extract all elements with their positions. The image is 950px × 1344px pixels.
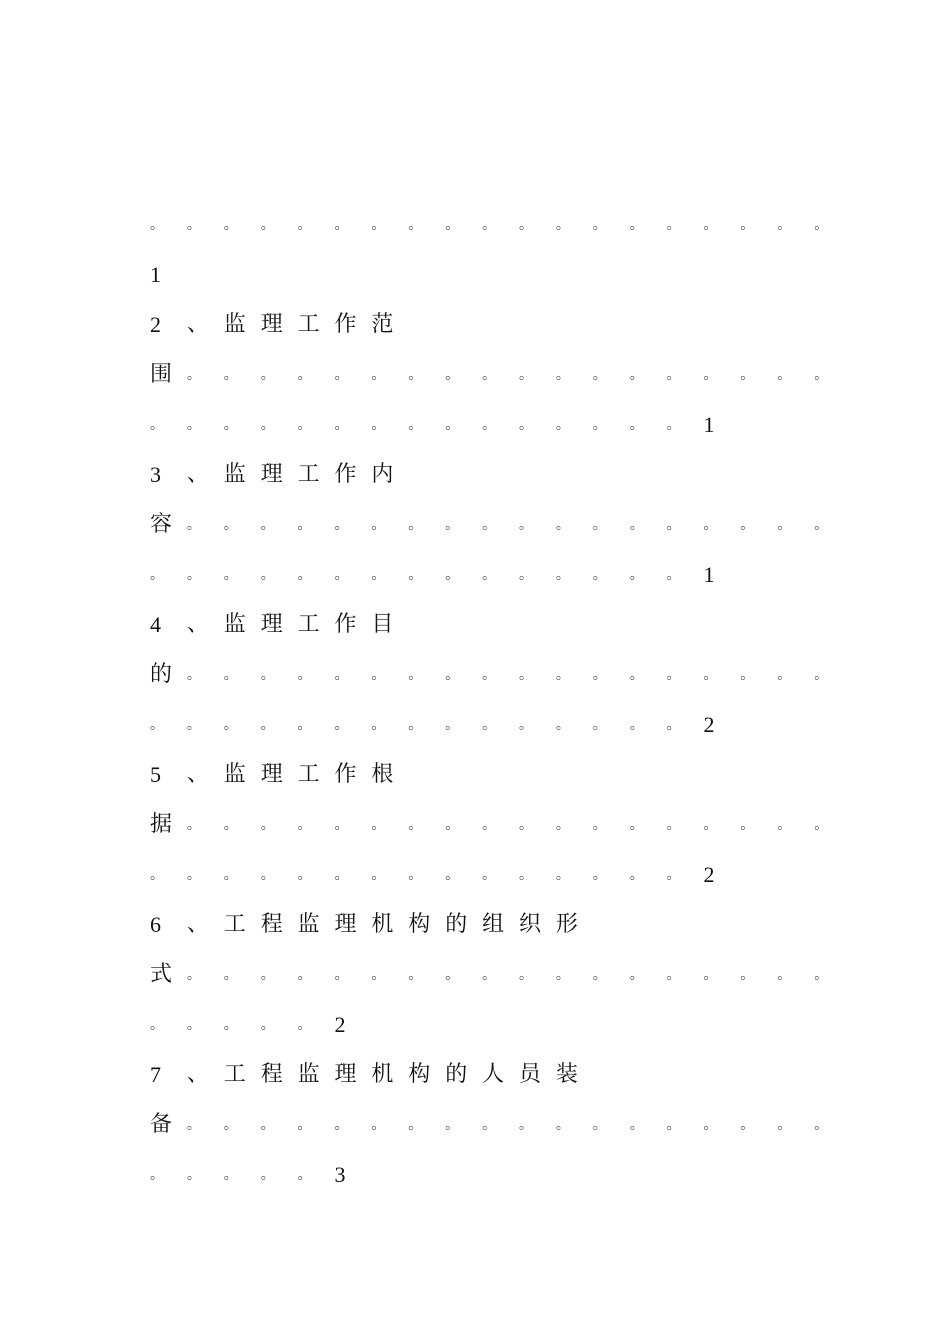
leader-dot: 。	[297, 1167, 312, 1183]
leader-dot: 。	[592, 717, 607, 733]
toc-char: 、	[186, 612, 209, 637]
leader-dot: 。	[223, 367, 238, 383]
toc-char: 监	[297, 912, 320, 937]
leader-dot: 。	[186, 867, 201, 883]
toc-char: 、	[186, 762, 209, 787]
leader-dot: 。	[777, 967, 792, 983]
leader-dot: 。	[150, 717, 164, 733]
leader-dot: 。	[150, 1167, 164, 1183]
leader-dot: 。	[260, 667, 275, 683]
leader-dot: 。	[445, 367, 460, 383]
leader-dot: 。	[814, 217, 829, 233]
leader-dot: 。	[297, 717, 312, 733]
toc-line	[150, 350, 840, 400]
leader-dot: 。	[629, 967, 644, 983]
leader-dot: 。	[150, 217, 164, 233]
toc-line	[150, 500, 840, 550]
leader-dot: 。	[482, 967, 497, 983]
leader-dot: 。	[740, 367, 755, 383]
leader-dot: 。	[186, 667, 201, 683]
toc-char: 、	[186, 462, 209, 487]
leader-dot: 。	[297, 517, 312, 533]
leader-dot: 。	[629, 417, 644, 433]
leader-dot: 。	[260, 1117, 275, 1133]
leader-dot: 。	[260, 1167, 275, 1183]
toc-char: 监	[223, 612, 246, 637]
leader-dot: 。	[814, 1117, 829, 1133]
leader-dot: 。	[371, 867, 386, 883]
leader-dot: 。	[482, 517, 497, 533]
leader-dot: 。	[445, 817, 460, 833]
leader-dot: 。	[223, 517, 238, 533]
toc-line	[150, 450, 840, 500]
leader-dot: 。	[519, 567, 533, 583]
leader-dot: 。	[371, 967, 386, 983]
toc-line	[150, 550, 840, 600]
leader-dot: 。	[740, 967, 755, 983]
leader-dot: 。	[703, 1117, 718, 1133]
leader-dot: 。	[260, 967, 275, 983]
leader-dot: 。	[260, 217, 275, 233]
leader-dot: 。	[445, 867, 460, 883]
leader-dot: 。	[814, 667, 829, 683]
toc-number: 2	[703, 712, 715, 737]
leader-dot: 。	[629, 817, 644, 833]
leader-dot: 。	[482, 417, 497, 433]
leader-dot: 。	[482, 1117, 497, 1133]
leader-dot: 。	[555, 367, 570, 383]
leader-dot: 。	[703, 517, 718, 533]
leader-dot: 。	[334, 717, 349, 733]
leader-dot: 。	[555, 517, 570, 533]
toc-char: 工	[297, 762, 320, 787]
leader-dot: 。	[666, 567, 681, 583]
leader-dot: 。	[629, 867, 644, 883]
leader-dot: 。	[445, 967, 460, 983]
leader-dot: 。	[334, 417, 349, 433]
leader-dot: 。	[592, 367, 607, 383]
toc-number: 3	[334, 1162, 346, 1187]
toc-char: 的	[445, 1062, 468, 1087]
toc-line	[150, 1050, 840, 1100]
leader-dot: 。	[297, 367, 312, 383]
toc-char: 作	[334, 762, 357, 787]
leader-dot: 。	[777, 517, 792, 533]
leader-dot: 。	[555, 417, 570, 433]
leader-dot: 。	[186, 217, 201, 233]
leader-dot: 。	[482, 717, 497, 733]
leader-dot: 。	[150, 567, 164, 583]
leader-dot: 。	[666, 217, 681, 233]
leader-dot: 。	[150, 1017, 164, 1033]
leader-dot: 。	[186, 1167, 201, 1183]
leader-dot: 。	[445, 517, 460, 533]
toc-char: 备	[150, 1112, 173, 1137]
leader-dot: 。	[223, 967, 238, 983]
leader-dot: 。	[260, 717, 275, 733]
toc-line	[150, 850, 840, 900]
toc-char: 监	[223, 312, 246, 337]
leader-dot: 。	[334, 517, 349, 533]
toc-char: 据	[150, 812, 173, 837]
leader-dot: 。	[223, 817, 238, 833]
leader-dot: 。	[297, 417, 312, 433]
leader-dot: 。	[555, 567, 570, 583]
leader-dot: 。	[371, 717, 386, 733]
leader-dot: 。	[408, 817, 423, 833]
toc-number: 2	[150, 312, 161, 337]
toc-char: 人	[482, 1062, 505, 1087]
toc-char: 作	[334, 612, 357, 637]
toc-char: 范	[371, 312, 394, 337]
leader-dot: 。	[334, 967, 349, 983]
leader-dot: 。	[223, 217, 238, 233]
leader-dot: 。	[519, 217, 533, 233]
toc-char: 程	[260, 912, 283, 937]
toc-char: 组	[482, 912, 505, 937]
leader-dot: 。	[629, 217, 644, 233]
leader-dot: 。	[186, 1017, 201, 1033]
leader-dot: 。	[703, 217, 718, 233]
leader-dot: 。	[629, 517, 644, 533]
leader-dot: 。	[334, 367, 349, 383]
leader-dot: 。	[555, 1117, 570, 1133]
leader-dot: 。	[334, 817, 349, 833]
toc-char: 工	[223, 912, 246, 937]
leader-dot: 。	[629, 367, 644, 383]
toc-char: 作	[334, 312, 357, 337]
leader-dot: 。	[371, 1117, 386, 1133]
leader-dot: 。	[592, 517, 607, 533]
toc-number: 1	[703, 412, 715, 437]
toc-char: 机	[371, 912, 394, 937]
leader-dot: 。	[629, 1117, 644, 1133]
leader-dot: 。	[740, 667, 755, 683]
leader-dot: 。	[260, 1017, 275, 1033]
toc-number: 5	[150, 762, 161, 787]
leader-dot: 。	[519, 717, 533, 733]
leader-dot: 。	[334, 567, 349, 583]
leader-dot: 。	[703, 367, 718, 383]
leader-dot: 。	[260, 817, 275, 833]
leader-dot: 。	[260, 517, 275, 533]
leader-dot: 。	[371, 417, 386, 433]
leader-dot: 。	[260, 867, 275, 883]
leader-dot: 。	[777, 1117, 792, 1133]
toc-number: 6	[150, 912, 161, 937]
toc-char: 式	[150, 962, 173, 987]
leader-dot: 。	[445, 417, 460, 433]
toc-line	[150, 200, 840, 250]
toc-char: 监	[297, 1062, 320, 1087]
toc-char: 形	[555, 912, 578, 937]
leader-dot: 。	[334, 867, 349, 883]
leader-dot: 。	[519, 867, 533, 883]
leader-dot: 。	[592, 1117, 607, 1133]
toc-char: 工	[223, 1062, 246, 1087]
toc-char: 机	[371, 1062, 394, 1087]
leader-dot: 。	[629, 567, 644, 583]
toc-line	[150, 950, 840, 1000]
toc-line	[150, 1100, 840, 1150]
leader-dot: 。	[371, 567, 386, 583]
leader-dot: 。	[371, 817, 386, 833]
leader-dot: 。	[740, 217, 755, 233]
leader-dot: 。	[260, 417, 275, 433]
leader-dot: 。	[334, 667, 349, 683]
leader-dot: 。	[445, 1117, 460, 1133]
leader-dot: 。	[408, 667, 423, 683]
leader-dot: 。	[666, 517, 681, 533]
toc-line	[150, 1000, 840, 1050]
leader-dot: 。	[408, 367, 423, 383]
leader-dot: 。	[408, 717, 423, 733]
leader-dot: 。	[371, 367, 386, 383]
leader-dot: 。	[666, 717, 681, 733]
leader-dot: 。	[592, 967, 607, 983]
toc-char: 理	[334, 1062, 357, 1087]
toc-line	[150, 300, 840, 350]
leader-dot: 。	[482, 817, 497, 833]
leader-dot: 。	[223, 1117, 238, 1133]
leader-dot: 。	[555, 867, 570, 883]
toc-char: 监	[223, 762, 246, 787]
leader-dot: 。	[519, 967, 533, 983]
leader-dot: 。	[777, 667, 792, 683]
leader-dot: 。	[555, 967, 570, 983]
toc-char: 员	[519, 1062, 542, 1087]
leader-dot: 。	[408, 517, 423, 533]
leader-dot: 。	[445, 567, 460, 583]
toc-char: 、	[186, 912, 209, 937]
leader-dot: 。	[445, 667, 460, 683]
leader-dot: 。	[445, 217, 460, 233]
leader-dot: 。	[629, 667, 644, 683]
toc-char: 目	[371, 612, 394, 637]
toc-char: 工	[297, 312, 320, 337]
toc-char: 的	[445, 912, 468, 937]
leader-dot: 。	[482, 667, 497, 683]
leader-dot: 。	[223, 567, 238, 583]
leader-dot: 。	[223, 1017, 238, 1033]
leader-dot: 。	[555, 667, 570, 683]
leader-dot: 。	[519, 367, 533, 383]
leader-dot: 。	[592, 567, 607, 583]
leader-dot: 。	[150, 417, 164, 433]
leader-dot: 。	[740, 817, 755, 833]
leader-dot: 。	[482, 367, 497, 383]
toc-line	[150, 1150, 840, 1200]
toc-char: 的	[150, 662, 173, 687]
leader-dot: 。	[482, 567, 497, 583]
leader-dot: 。	[186, 1117, 201, 1133]
leader-dot: 。	[592, 867, 607, 883]
toc-number: 4	[150, 612, 161, 637]
leader-dot: 。	[666, 367, 681, 383]
leader-dot: 。	[740, 517, 755, 533]
leader-dot: 。	[777, 817, 792, 833]
toc-char: 构	[408, 912, 431, 937]
leader-dot: 。	[223, 867, 238, 883]
leader-dot: 。	[629, 717, 644, 733]
toc-number: 2	[334, 1012, 346, 1037]
leader-dot: 。	[223, 1167, 238, 1183]
toc-line	[150, 650, 840, 700]
toc-char: 工	[297, 612, 320, 637]
toc-line	[150, 750, 840, 800]
leader-dot: 。	[703, 817, 718, 833]
leader-dot: 。	[334, 217, 349, 233]
toc-line	[150, 700, 840, 750]
toc-char: 构	[408, 1062, 431, 1087]
toc-char: 理	[260, 462, 283, 487]
leader-dot: 。	[814, 967, 829, 983]
leader-dot: 。	[408, 417, 423, 433]
leader-dot: 。	[703, 967, 718, 983]
leader-dot: 。	[482, 217, 497, 233]
leader-dot: 。	[297, 867, 312, 883]
leader-dot: 。	[408, 867, 423, 883]
toc-char: 内	[371, 462, 394, 487]
leader-dot: 。	[408, 1117, 423, 1133]
leader-dot: 。	[223, 417, 238, 433]
leader-dot: 。	[592, 217, 607, 233]
leader-dot: 。	[519, 817, 533, 833]
leader-dot: 。	[519, 517, 533, 533]
toc-char: 理	[334, 912, 357, 937]
leader-dot: 。	[555, 817, 570, 833]
leader-dot: 。	[150, 867, 164, 883]
leader-dot: 。	[186, 517, 201, 533]
leader-dot: 。	[777, 367, 792, 383]
leader-dot: 。	[814, 817, 829, 833]
leader-dot: 。	[814, 517, 829, 533]
leader-dot: 。	[260, 567, 275, 583]
leader-dot: 。	[260, 367, 275, 383]
toc-line	[150, 250, 840, 300]
leader-dot: 。	[592, 667, 607, 683]
leader-dot: 。	[186, 417, 201, 433]
leader-dot: 。	[297, 1017, 312, 1033]
toc-char: 工	[297, 462, 320, 487]
toc-number: 1	[150, 262, 161, 287]
toc-char: 理	[260, 762, 283, 787]
leader-dot: 。	[334, 1117, 349, 1133]
toc-char: 容	[150, 512, 173, 537]
leader-dot: 。	[555, 717, 570, 733]
toc-char: 理	[260, 312, 283, 337]
leader-dot: 。	[297, 667, 312, 683]
toc-char: 根	[371, 762, 394, 787]
leader-dot: 。	[371, 217, 386, 233]
leader-dot: 。	[740, 1117, 755, 1133]
toc-char: 装	[555, 1062, 578, 1087]
leader-dot: 。	[371, 517, 386, 533]
leader-dot: 。	[297, 967, 312, 983]
toc-char: 监	[223, 462, 246, 487]
toc-char: 理	[260, 612, 283, 637]
leader-dot: 。	[592, 817, 607, 833]
leader-dot: 。	[186, 717, 201, 733]
leader-dot: 。	[297, 217, 312, 233]
leader-dot: 。	[519, 417, 533, 433]
leader-dot: 。	[777, 217, 792, 233]
toc-line	[150, 900, 840, 950]
leader-dot: 。	[186, 367, 201, 383]
toc-char: 程	[260, 1062, 283, 1087]
leader-dot: 。	[408, 567, 423, 583]
leader-dot: 。	[186, 967, 201, 983]
toc-number: 2	[703, 862, 715, 887]
leader-dot: 。	[223, 717, 238, 733]
leader-dot: 。	[482, 867, 497, 883]
toc-number: 1	[703, 562, 715, 587]
leader-dot: 。	[666, 417, 681, 433]
leader-dot: 。	[445, 717, 460, 733]
toc-line	[150, 600, 840, 650]
leader-dot: 。	[186, 567, 201, 583]
leader-dot: 。	[223, 667, 238, 683]
toc-char: 作	[334, 462, 357, 487]
toc-number: 7	[150, 1062, 161, 1087]
toc-char: 、	[186, 312, 209, 337]
leader-dot: 。	[519, 667, 533, 683]
leader-dot: 。	[297, 1117, 312, 1133]
toc-line	[150, 400, 840, 450]
leader-dot: 。	[666, 867, 681, 883]
toc-number: 3	[150, 462, 161, 487]
leader-dot: 。	[519, 1117, 533, 1133]
toc-char: 围	[150, 362, 173, 387]
leader-dot: 。	[666, 817, 681, 833]
toc-line	[150, 800, 840, 850]
leader-dot: 。	[814, 367, 829, 383]
leader-dot: 。	[186, 817, 201, 833]
leader-dot: 。	[408, 217, 423, 233]
toc-char: 、	[186, 1062, 209, 1087]
leader-dot: 。	[297, 567, 312, 583]
leader-dot: 。	[555, 217, 570, 233]
leader-dot: 。	[703, 667, 718, 683]
leader-dot: 。	[666, 1117, 681, 1133]
leader-dot: 。	[371, 667, 386, 683]
leader-dot: 。	[592, 417, 607, 433]
leader-dot: 。	[666, 667, 681, 683]
toc-char: 织	[519, 912, 542, 937]
leader-dot: 。	[666, 967, 681, 983]
leader-dot: 。	[408, 967, 423, 983]
leader-dot: 。	[297, 817, 312, 833]
